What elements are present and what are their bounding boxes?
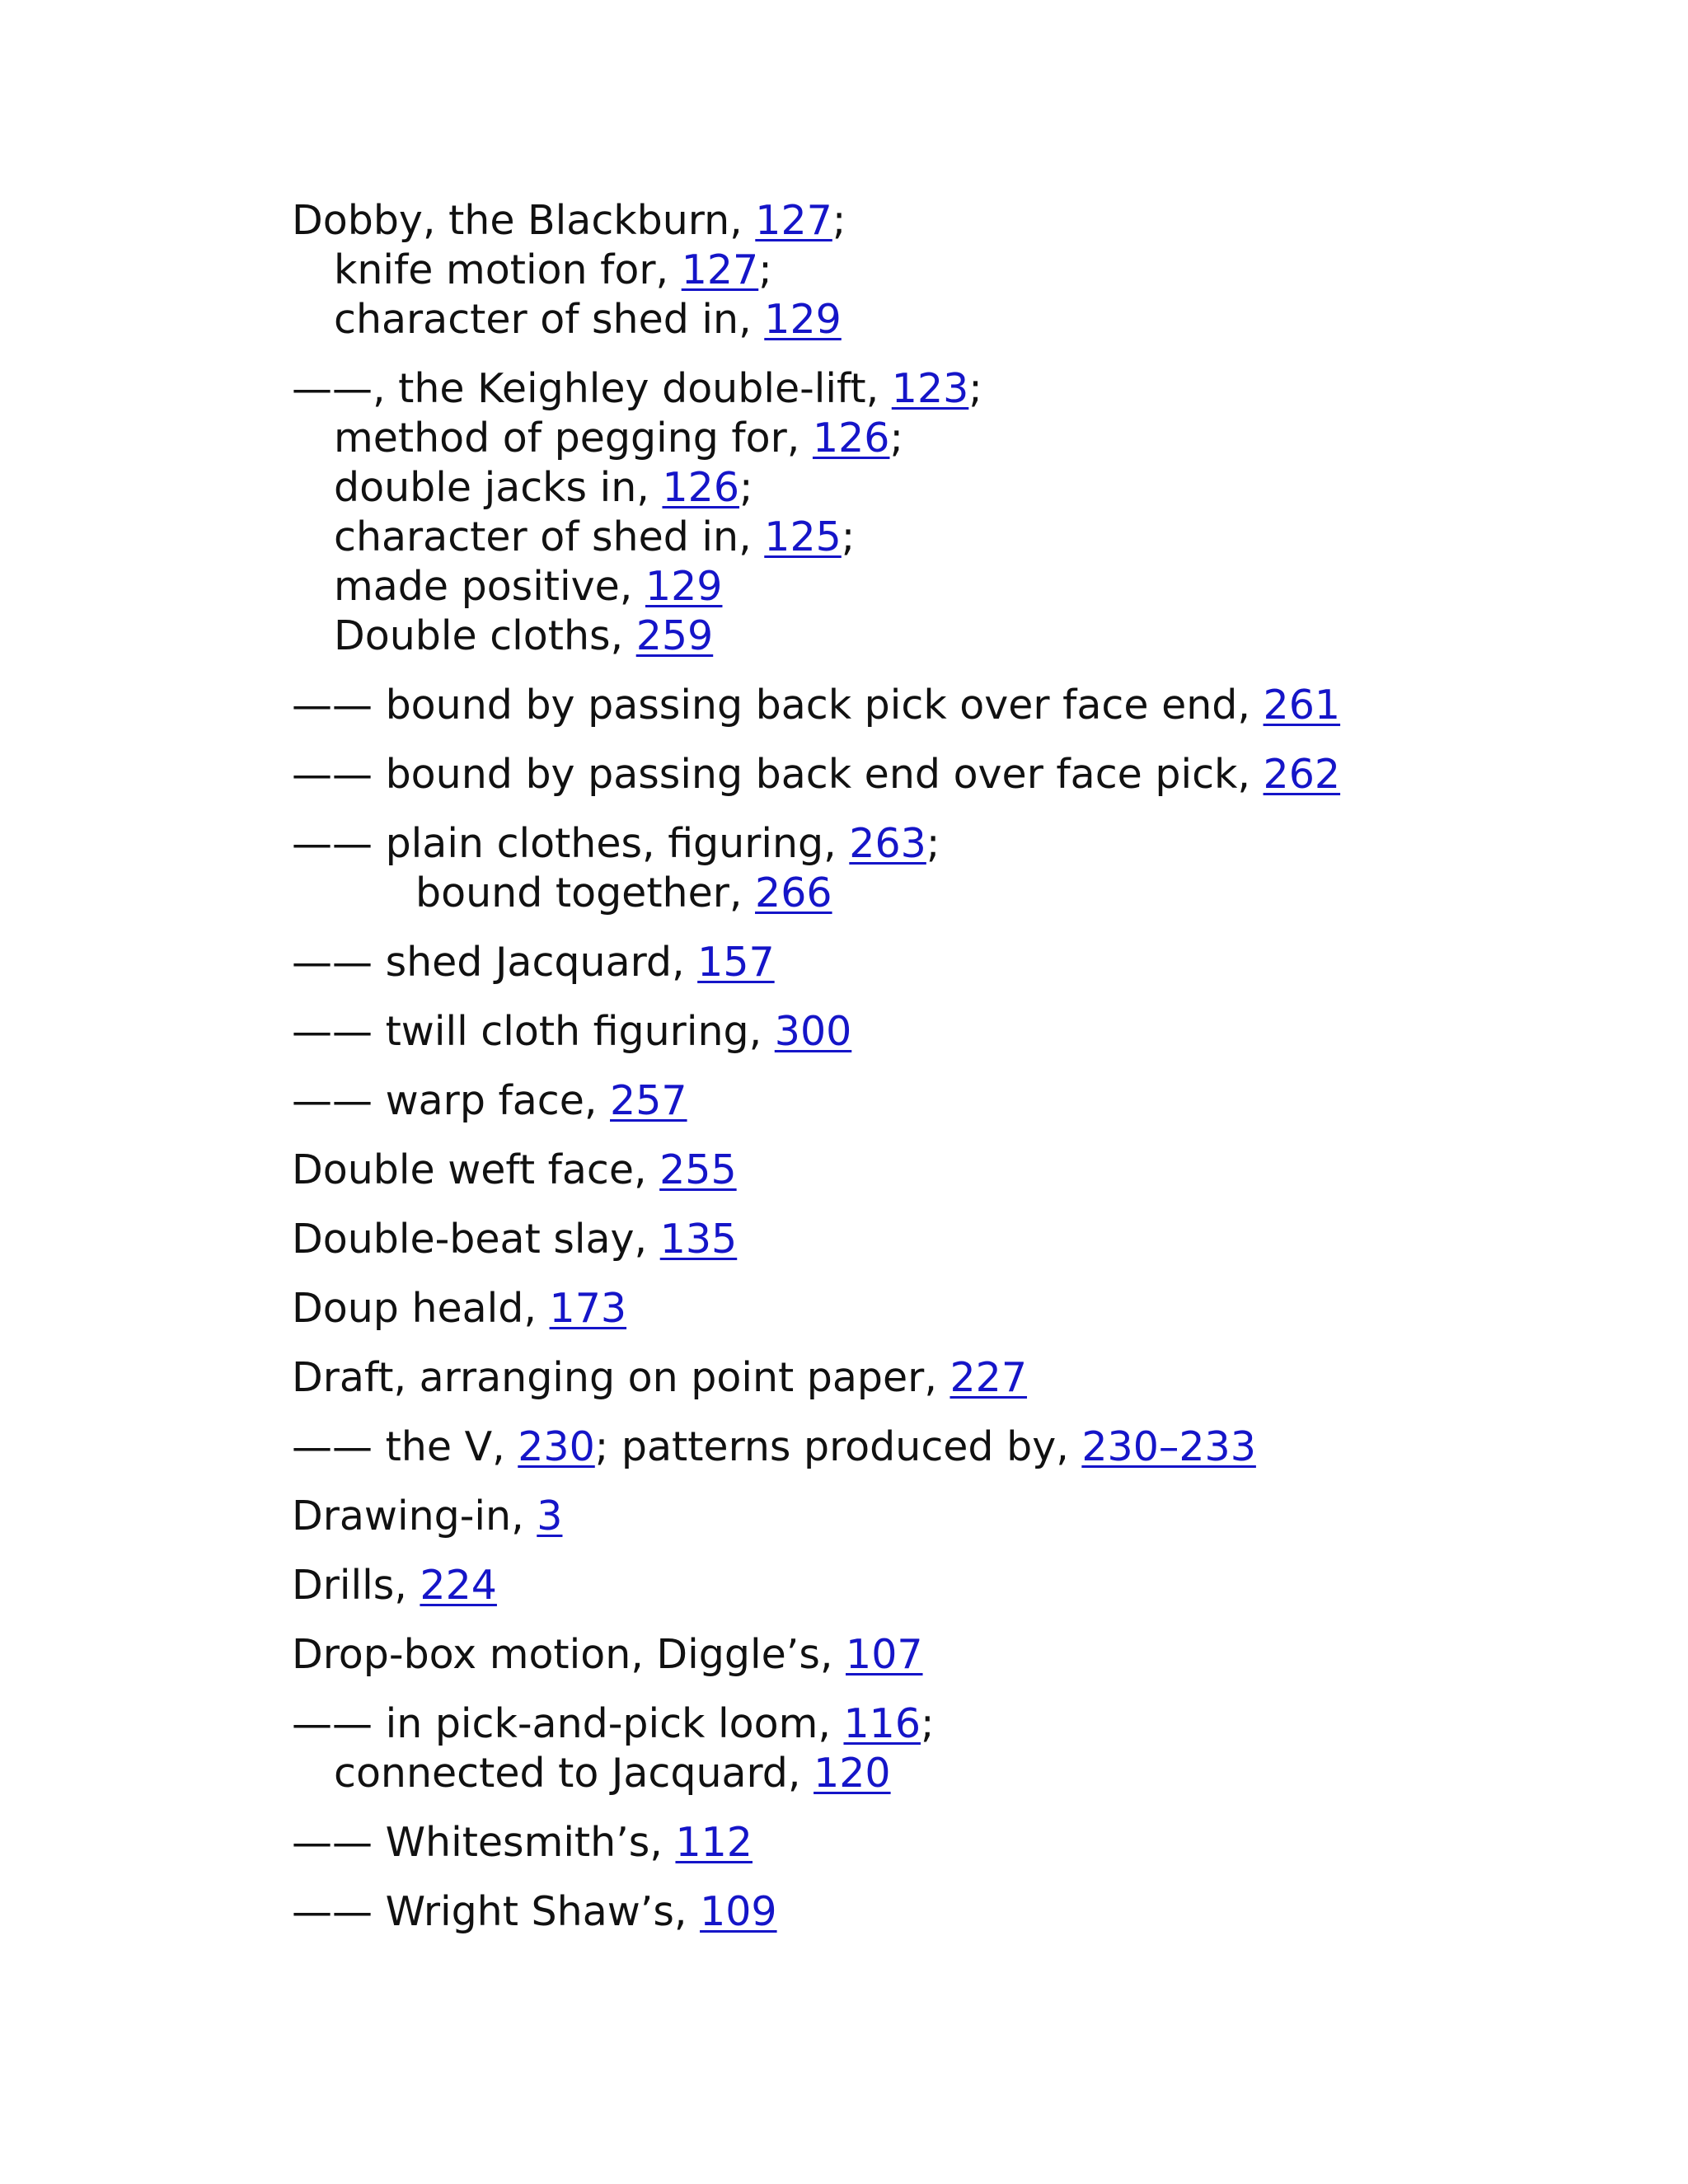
index-heading-line [292,364,1528,414]
index-subentry-line [292,463,1528,513]
index-text: —— Wright Shaw’s, [292,1888,701,1935]
page-reference-link[interactable]: 129 [764,296,842,343]
index-text: connected to Jacquard, [334,1750,814,1797]
page-reference-link[interactable]: 259 [635,612,714,659]
page-reference-link[interactable]: 116 [843,1700,921,1747]
index-entry [292,938,1528,987]
index-text: ; [926,820,940,867]
index-entry [292,1146,1528,1195]
page-reference-link[interactable]: 109 [700,1888,777,1935]
index-text: ; [832,197,846,244]
index-subentry-line [292,414,1528,463]
page-reference-link[interactable]: 120 [814,1750,891,1797]
index-entry [292,364,1528,661]
index-list [292,196,1528,1957]
index-entry [292,1007,1528,1057]
index-heading-line [292,196,1528,246]
index-heading-line [292,1076,1528,1126]
index-text: Doup heald, [292,1285,550,1332]
index-heading-line [292,1215,1528,1264]
index-text: —— shed Jacquard, [292,939,698,986]
index-entry [292,1076,1528,1126]
index-text: —— bound by passing back pick over face end, [292,682,1264,729]
index-text: Drawing-in, [292,1493,537,1540]
index-text: —— Whitesmith’s, [292,1819,676,1866]
index-subentry-line [292,562,1528,612]
index-entry [292,1284,1528,1333]
index-text: Double cloths, [334,612,636,659]
page-reference-link[interactable]: 227 [950,1354,1028,1401]
page-reference-link[interactable]: 126 [662,464,739,511]
index-entry [292,819,1528,918]
index-entry [292,1887,1528,1937]
page-reference-link[interactable]: 230–233 [1081,1423,1256,1470]
index-entry [292,1492,1528,1541]
index-text: ; [758,246,772,293]
index-heading-line [292,819,1528,869]
index-text: —— plain clothes, figuring, [292,820,850,867]
index-text: Double-beat slay, [292,1216,660,1263]
index-text: Double weft face, [292,1146,660,1193]
index-text: character of shed in, [334,513,765,560]
index-text: ; [921,1700,935,1747]
index-text: made positive, [334,563,645,610]
index-subentry-line [292,1749,1528,1798]
index-subentry-line [292,612,1528,661]
index-text: Draft, arranging on point paper, [292,1354,950,1401]
index-text: —— warp face, [292,1077,611,1124]
index-entry [292,1353,1528,1403]
page-reference-link[interactable]: 107 [846,1631,923,1678]
index-text: Drills, [292,1562,420,1609]
index-heading-line [292,1887,1528,1937]
index-entry [292,1630,1528,1680]
index-text: double jacks in, [334,464,663,511]
page-reference-link[interactable]: 135 [659,1216,738,1263]
index-heading-line [292,1699,1528,1749]
index-subentry-line [292,513,1528,562]
index-text: —— the V, [292,1423,518,1470]
index-entry [292,1818,1528,1868]
page-reference-link[interactable]: 127 [681,246,759,293]
index-heading-line [292,1561,1528,1610]
page-reference-link[interactable]: 224 [420,1562,497,1609]
index-subentry-line [292,295,1528,344]
page-reference-link[interactable]: 129 [645,563,723,610]
page-reference-link[interactable]: 112 [675,1819,753,1866]
index-heading-line [292,1284,1528,1333]
index-heading-line [292,1146,1528,1195]
index-entry [292,1215,1528,1264]
index-text: knife motion for, [334,246,682,293]
page-reference-link[interactable]: 263 [849,820,926,867]
index-entry [292,750,1528,799]
index-subentry-line [292,869,1528,918]
page-reference-link[interactable]: 261 [1263,682,1341,729]
index-entry [292,1699,1528,1798]
index-entry [292,1422,1528,1472]
index-text: —— bound by passing back end over face pick, [292,751,1264,798]
page-reference-link[interactable]: 255 [659,1146,737,1193]
page-reference-link[interactable]: 157 [697,939,775,986]
index-text: Dobby, the Blackburn, [292,197,756,244]
page-reference-link[interactable]: 257 [610,1077,687,1124]
index-heading-line [292,1492,1528,1541]
page-reference-link[interactable]: 123 [891,365,969,412]
page-reference-link[interactable]: 300 [774,1008,852,1055]
page-reference-link[interactable]: 3 [537,1493,563,1540]
index-text: ; [968,365,982,412]
page-reference-link[interactable]: 173 [549,1285,627,1332]
index-entry [292,681,1528,730]
index-text: method of pegging for, [334,415,813,462]
page-reference-link[interactable]: 125 [764,513,842,560]
page-reference-link[interactable]: 262 [1263,751,1341,798]
index-entry [292,196,1528,344]
index-heading-line [292,938,1528,987]
index-heading-line [292,1007,1528,1057]
index-text: —— in pick-and-pick loom, [292,1700,844,1747]
index-text: —— twill cloth figuring, [292,1008,775,1055]
index-text: ——, the Keighley double-lift, [292,365,892,412]
index-text: character of shed in, [334,296,765,343]
index-heading-line [292,750,1528,799]
page-reference-link[interactable]: 126 [812,415,890,462]
index-text: ; [739,464,753,511]
index-text: ; [889,415,903,462]
index-subentry-line [292,246,1528,295]
index-heading-line [292,1630,1528,1680]
index-text: ; [841,513,856,560]
index-heading-line [292,681,1528,730]
index-heading-line [292,1422,1528,1472]
index-heading-line [292,1818,1528,1868]
page-reference-link[interactable]: 266 [755,869,832,916]
index-text: bound together, [415,869,756,916]
index-text: Drop-box motion, Diggle’s, [292,1631,846,1678]
page-reference-link[interactable]: 127 [755,197,832,244]
index-heading-line [292,1353,1528,1403]
index-text: ; patterns produced by, [594,1423,1082,1470]
page-reference-link[interactable]: 230 [518,1423,595,1470]
index-entry [292,1561,1528,1610]
